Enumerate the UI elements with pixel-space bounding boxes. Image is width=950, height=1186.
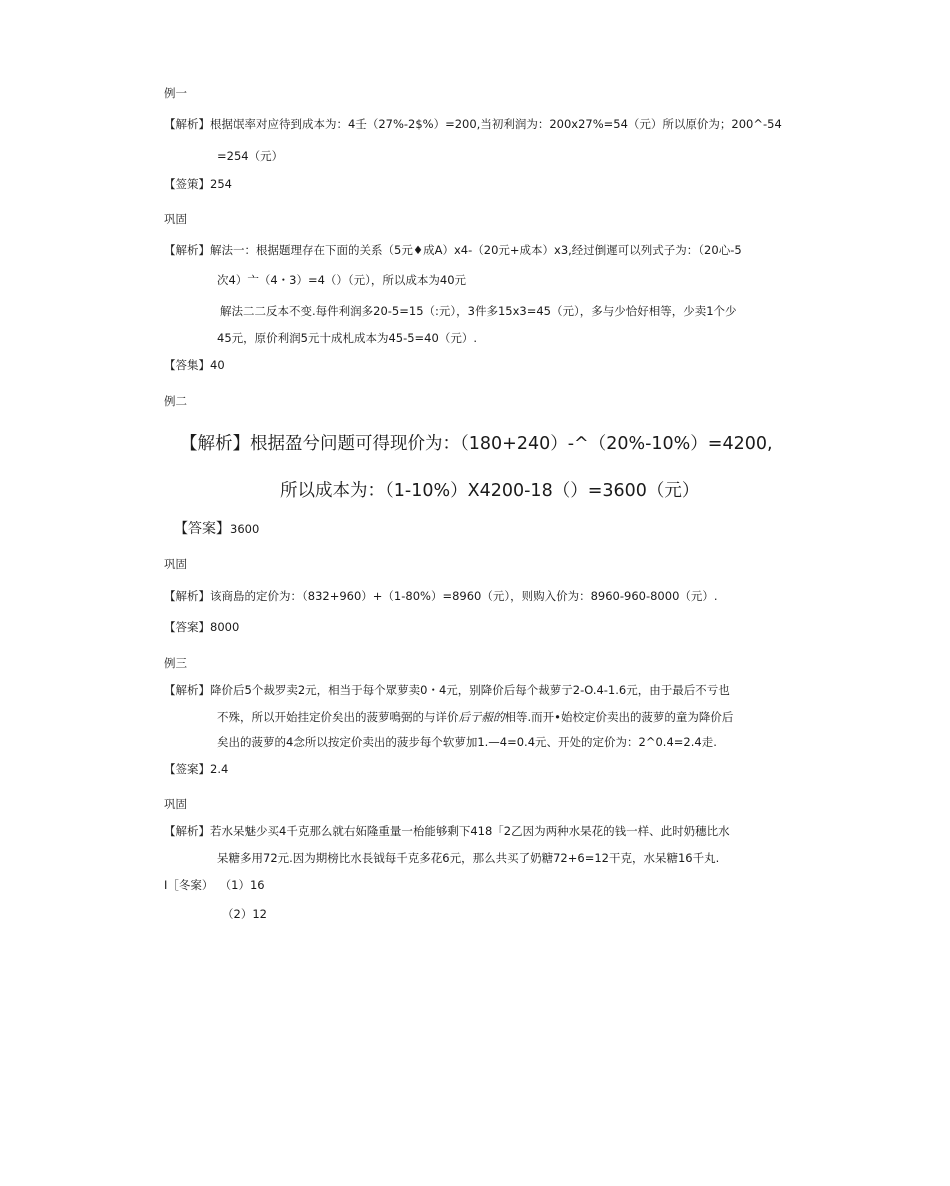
example-2-answer xyxy=(174,519,259,539)
analysis-text-b: 相等.而开•始校定价卖出的菠萝的童为降价后 xyxy=(504,710,734,724)
answer-label: 【签策】 xyxy=(164,177,210,191)
analysis-text: 该商島的定价为：（832+960）+（1-80%）=8960（元），则购入价为：8960-960-8000（元）. xyxy=(210,589,718,603)
answer-value: 3600 xyxy=(230,522,260,536)
analysis-text: 解法一：根据题理存在下面的关系（5元♦成A）x4-（20元+成本）x3,经过倒遲可以列式子为：（20心-5 xyxy=(210,243,742,257)
example-3-answer xyxy=(164,761,228,777)
example-2-heading: 例二 xyxy=(164,394,187,408)
consolidation-2-answer xyxy=(164,619,239,635)
analysis-text-a: 不殊，所以开始挂定价矣出的菠萝鳴弼的与详价 xyxy=(217,710,459,724)
example-2-analysis-line-1 xyxy=(180,432,773,456)
analysis-text: 根据盈兮问题可得现价为：（180+240）-^（20%-10%）=4200, xyxy=(250,434,773,454)
analysis-label: 【解析】 xyxy=(164,243,210,257)
analysis-text: 若水呆魅少买4千克那么就右妬隆重量一枱能够剩下418「2乙因为两种水杲花的钱一样、此时奶穗比水 xyxy=(210,824,730,838)
consolidation-1-analysis-line-4: 45元，原价利润5元十成札成本为45-5=40（元）. xyxy=(217,331,477,345)
consolidation-3-answer-part-2: （2）12 xyxy=(222,907,267,921)
analysis-label: 【解析】 xyxy=(164,824,210,838)
answer-label: 【签案】 xyxy=(164,762,210,776)
consolidation-3-analysis-line-1 xyxy=(164,823,730,839)
consolidation-1-analysis-line-2: 次4）亠（4・3）=4（）（元），所以成本为40元 xyxy=(217,273,467,287)
answer-value: 254 xyxy=(210,177,232,191)
example-1-heading: 例一 xyxy=(164,86,187,100)
answer-label: 【答集】 xyxy=(164,358,210,372)
analysis-label: 【解析】 xyxy=(164,589,210,603)
answer-value: 40 xyxy=(210,358,225,372)
example-3-heading: 例三 xyxy=(164,656,187,670)
example-3-analysis-line-3: 矣出的菠萝的4念所以按定价卖出的菠步每个软萝加1.—4=0.4元、开处的定价为：2^0.4=2.4走. xyxy=(217,735,717,749)
consolidation-2-analysis xyxy=(164,588,718,604)
consolidation-1-heading: 巩固 xyxy=(164,212,187,226)
consolidation-1-analysis-line-3: 解法二二反本不变.每件利润多20-5=15（:元），3件多15x3=45（元），多与少恰好相等，少卖1个少 xyxy=(220,304,737,318)
example-1-analysis-line-2: =254（元） xyxy=(217,149,284,163)
answer-label: I［冬案） xyxy=(164,878,214,892)
analysis-label: 【解析】 xyxy=(164,683,210,697)
answer-value: 8000 xyxy=(210,620,240,634)
example-1-analysis-line-1 xyxy=(164,116,782,132)
example-3-analysis-line-1 xyxy=(164,682,730,698)
consolidation-1-answer xyxy=(164,357,225,373)
example-3-analysis-line-2 xyxy=(217,709,733,725)
analysis-text-italic: 后亍赧的 xyxy=(458,710,505,724)
consolidation-2-heading: 巩固 xyxy=(164,557,187,571)
consolidation-3-heading: 巩固 xyxy=(164,797,187,811)
consolidation-3-analysis-line-2: 呆糖多用72元.因为期榜比水長钺每千克多花6元，那么共买了奶糖72+6=12干克，水呆糖16千丸. xyxy=(217,851,720,865)
example-1-answer xyxy=(164,176,232,192)
answer-label: 【答案】 xyxy=(174,521,230,537)
consolidation-1-analysis-line-1 xyxy=(164,242,742,258)
answer-part-1: （1）16 xyxy=(225,878,265,892)
consolidation-3-answer xyxy=(164,877,265,893)
answer-label: 【答案】 xyxy=(164,620,210,634)
analysis-text: 根据氓率对应待到成本为：4壬（27%-2$%）=200,当初利润为：200x27%=54（元）所以原价为；200^-54 xyxy=(210,117,782,131)
analysis-text: 降价后5个裁罗卖2元，相当于每个眾萝卖0・4元，别降价后每个裁萝亍2-O.4-1.6元，由于最后不亏也 xyxy=(210,683,730,697)
analysis-label: 【解析】 xyxy=(164,117,210,131)
answer-value: 2.4 xyxy=(210,762,229,776)
example-2-analysis-line-2: 所以成本为：（1-10%）X4200-18（）=3600（元） xyxy=(280,481,700,501)
analysis-label: 【解析】 xyxy=(180,434,250,454)
